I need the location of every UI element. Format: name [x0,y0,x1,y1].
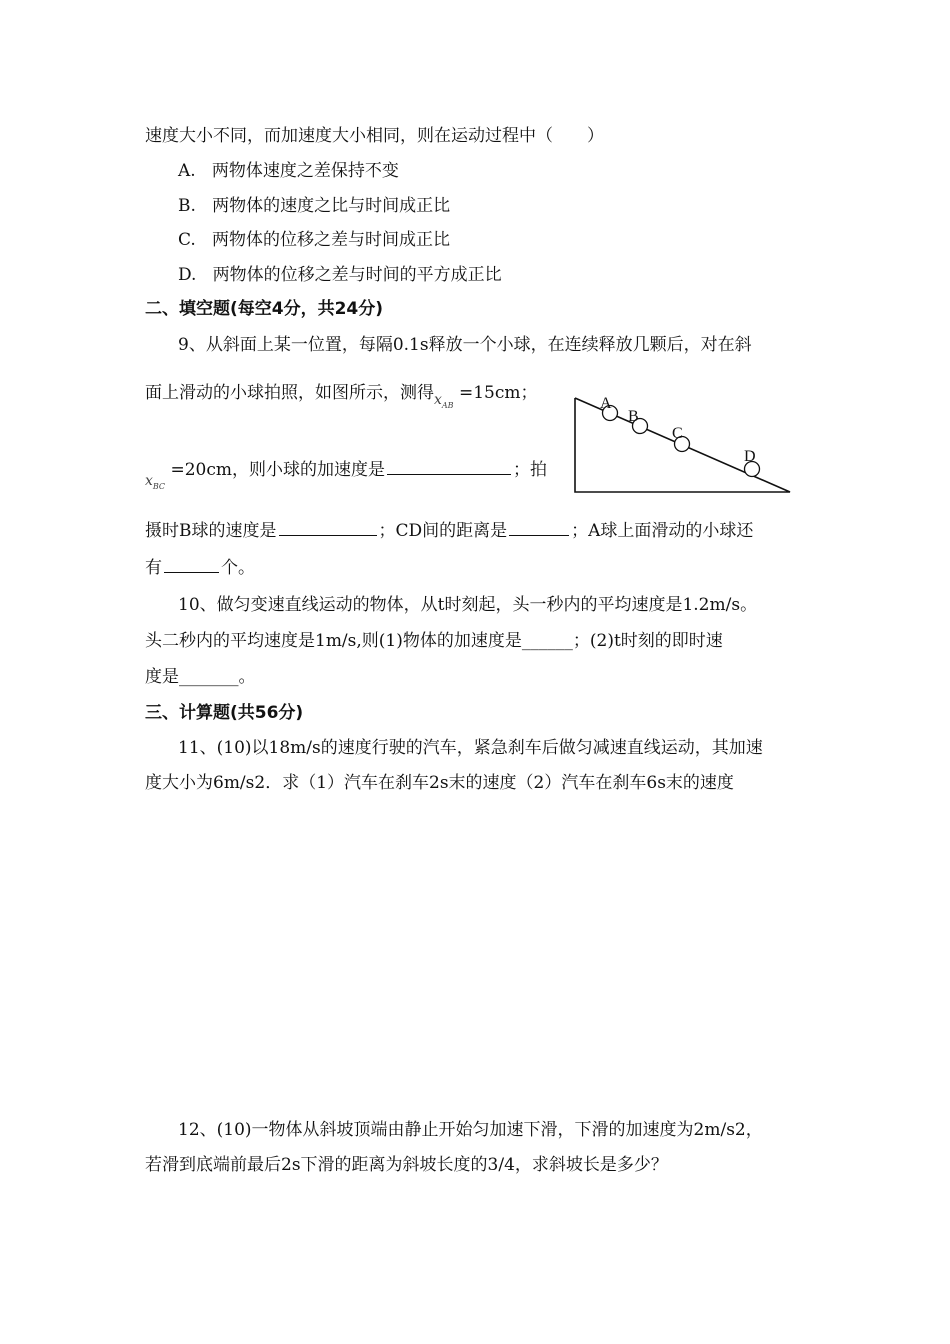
q9-line5: 有 个。 [145,558,255,578]
inclined-plane-diagram [560,392,800,502]
answer-blank-cd-distance[interactable] [509,534,569,536]
label-b: B [628,408,639,425]
q9-line3-tail: ；拍 [513,460,547,480]
x-bc-symbol: xBC [145,473,166,491]
q9-line2 [145,383,538,410]
q9-line3-value: =20cm，则小球的加速度是 [170,460,385,480]
option-text: 两物体速度之差保持不变 [211,161,399,181]
q10-line1: 10、做匀变速直线运动的物体，从t时刻起，头一秒内的平均速度是1.2m/s。 [178,595,758,615]
option-text: 两物体的位移之差与时间成正比 [212,230,451,250]
q8-option-c [178,232,450,249]
q10-line2: 头二秒内的平均速度是1m/s,则(1)物体的加速度是______；(2)t时刻的即时速 [145,631,723,651]
x-ab-symbol: xAB [434,392,454,410]
q8-option-a [178,163,399,180]
option-letter: C. [178,230,196,250]
q9-line2-value: =15cm； [458,383,538,403]
section2-heading: 二、填空题(每空4分，共24分) [145,299,384,319]
q12-line1: 12、(10)一物体从斜坡顶端由静止开始匀加速下滑，下滑的加速度为2m/s2， [178,1120,763,1140]
answer-blank-b-velocity[interactable] [279,534,377,536]
q8-option-b [178,198,450,215]
answer-blank-acceleration[interactable] [387,473,511,475]
option-letter: A. [178,161,196,181]
answer-blank-ball-count[interactable] [164,571,219,573]
option-letter: B. [178,196,196,216]
q11-line1: 11、(10)以18m/s的速度行驶的汽车，紧急刹车后做匀减速直线运动，其加速 [178,738,763,758]
q9-line2-prefix: 面上滑动的小球拍照，如图所示，测得 [145,383,434,403]
q11-line2: 度大小为6m/s2．求（1）汽车在刹车2s末的速度（2）汽车在刹车6s末的速度 [145,773,734,793]
option-letter: D. [178,265,197,285]
q9-line1: 9、从斜面上某一位置，每隔0.1s释放一个小球，在连续释放几颗后，对在斜 [178,335,752,355]
option-text: 两物体的速度之比与时间成正比 [212,196,451,216]
label-c: C [672,425,683,442]
q8-stem-tail: 速度大小不同，而加速度大小相同，则在运动过程中（ ） [145,126,604,146]
q9-line3 [145,460,547,491]
q8-option-d [178,267,502,284]
q9-line4: 摄时B球的速度是 ；CD间的距离是 ；A球上面滑动的小球还 [145,521,754,541]
label-d: D [744,448,756,465]
section3-heading: 三、计算题(共56分) [145,703,304,723]
label-a: A [600,395,612,412]
q12-line2: 若滑到底端前最后2s下滑的距离为斜坡长度的3/4，求斜坡长是多少？ [145,1155,668,1175]
option-text: 两物体的位移之差与时间的平方成正比 [212,265,502,285]
q10-line3: 度是_______。 [145,667,256,687]
